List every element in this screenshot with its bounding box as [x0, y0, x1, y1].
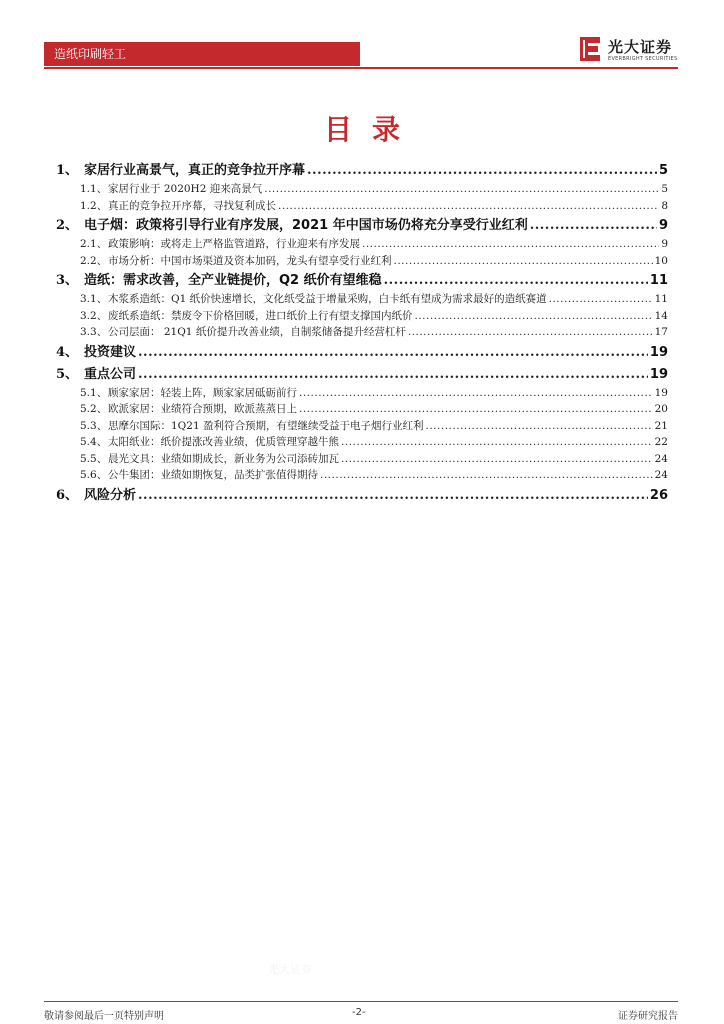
- toc-number: 5、: [56, 366, 79, 382]
- toc-label: 公司层面： 21Q1 纸价提升改善业绩，自制浆储备提升经营杠杆: [108, 326, 406, 338]
- toc-label: 太阳纸业：纸价提涨改善业绩，优质管理穿越牛熊: [108, 436, 339, 448]
- toc-leader-dots: [362, 238, 659, 250]
- toc-page-number: 11: [649, 273, 668, 288]
- toc-section[interactable]: [56, 484, 668, 506]
- toc-number: 5.5、: [80, 452, 108, 465]
- toc-leader-dots: [299, 403, 653, 415]
- toc-leader-dots: [264, 183, 659, 195]
- toc-leader-dots: [341, 436, 653, 448]
- toc-subsection[interactable]: [56, 198, 668, 215]
- toc-page-number: 11: [654, 293, 668, 305]
- toc-number: 3.3、: [80, 326, 108, 338]
- toc-page-number: 5: [658, 163, 668, 178]
- toc-leader-dots: [426, 420, 653, 432]
- toc-title: 目录: [323, 113, 420, 146]
- toc-leader-dots: [138, 488, 648, 503]
- toc-label: 风险分析: [84, 487, 137, 503]
- toc-leader-dots: [299, 387, 653, 399]
- toc-section[interactable]: [56, 269, 668, 291]
- toc-leader-dots: [408, 326, 653, 338]
- toc-label: 废纸系造纸：禁废令下价格回暖，进口纸价上行有望支撑国内纸价: [108, 309, 413, 322]
- page-number: -2-: [352, 1007, 366, 1018]
- toc-label: 家居行业高景气，真正的竞争拉开序幕: [84, 163, 306, 178]
- toc-page-number: 21: [654, 419, 668, 432]
- toc-number: 2.2、: [80, 254, 108, 267]
- toc-number: 6、: [56, 487, 79, 503]
- toc-section[interactable]: [56, 363, 668, 385]
- watermark: 光大证券: [268, 963, 312, 976]
- toc-leader-dots: [320, 469, 653, 481]
- toc-number: 5.4、: [80, 436, 108, 448]
- toc-page-number: 17: [654, 326, 668, 338]
- toc-leader-dots: [394, 255, 653, 267]
- toc-label: 公牛集团：业绩如期恢复，品类扩张值得期待: [108, 469, 318, 481]
- toc-subsection[interactable]: [56, 434, 668, 451]
- toc-page-number: 24: [654, 469, 668, 481]
- toc-number: 4、: [56, 344, 79, 360]
- header-rule: [44, 67, 678, 69]
- toc-leader-dots: [530, 218, 657, 233]
- toc-page-number: 9: [658, 218, 668, 233]
- toc-subsection[interactable]: [56, 308, 668, 325]
- toc-page-number: 10: [654, 254, 668, 267]
- toc-number: 3.2、: [80, 309, 108, 322]
- toc-number: 2、: [56, 218, 79, 233]
- toc-number: 3.1、: [80, 293, 108, 305]
- toc-label: 顾家家居：轻装上阵，顾家家居砥砺前行: [108, 386, 297, 399]
- toc-subsection[interactable]: [56, 291, 668, 308]
- toc-subsection[interactable]: [56, 236, 668, 253]
- toc-label: 投资建议: [84, 344, 137, 360]
- toc-label: 木浆系造纸：Q1 纸价快速增长，文化纸受益于增量采购，白卡纸有望成为需求最好的造纸赛道: [108, 293, 547, 305]
- toc-page-number: 5: [661, 183, 668, 195]
- toc-page-number: 19: [649, 366, 668, 382]
- toc-subsection[interactable]: [56, 401, 668, 418]
- footer-disclaimer: 敬请参阅最后一页特别声明: [44, 1011, 164, 1022]
- toc-number: 5.1、: [80, 386, 108, 399]
- report-type: 证券研究报告: [618, 1011, 678, 1022]
- toc-subsection[interactable]: [56, 451, 668, 468]
- toc-section[interactable]: [56, 341, 668, 363]
- footer-rule: [44, 1001, 678, 1002]
- toc-leader-dots: [138, 345, 648, 360]
- toc-label: 真正的竞争拉开序幕，寻找复利成长: [108, 199, 276, 212]
- toc-number: 2.1、: [80, 238, 108, 250]
- toc-leader-dots: [549, 293, 653, 305]
- toc-label: 政策影响：或将走上严格监管道路，行业迎来有序发展: [108, 238, 360, 250]
- toc-label: 思摩尔国际：1Q21 盈利符合预期，有望继续受益于电子烟行业红利: [108, 419, 424, 432]
- toc-subsection[interactable]: [56, 385, 668, 402]
- toc-section[interactable]: [56, 214, 668, 236]
- toc-leader-dots: [278, 200, 659, 212]
- toc-number: 1、: [56, 163, 79, 178]
- toc-label: 晨光文具：业绩如期成长，新业务为公司添砖加瓦: [108, 452, 339, 465]
- toc-leader-dots: [384, 273, 648, 288]
- toc-page-number: 20: [654, 403, 668, 415]
- toc-label: 电子烟：政策将引导行业有序发展，2021 年中国市场仍将充分享受行业红利: [84, 218, 528, 233]
- toc-number: 5.2、: [80, 403, 108, 415]
- toc-number: 1.2、: [80, 199, 108, 212]
- toc-subsection[interactable]: [56, 418, 668, 435]
- toc-label: 造纸：需求改善，全产业链提价，Q2 纸价有望维稳: [84, 273, 382, 288]
- toc-label: 重点公司: [84, 366, 137, 382]
- toc-page-number: 24: [654, 452, 668, 465]
- toc-number: 5.3、: [80, 419, 108, 432]
- toc-leader-dots: [138, 367, 648, 382]
- toc-page-number: 26: [649, 487, 668, 503]
- toc-number: 1.1、: [80, 183, 108, 195]
- toc-section[interactable]: [56, 159, 668, 181]
- toc-label: 欧派家居：业绩符合预期，欧派蒸蒸日上: [108, 403, 297, 415]
- sector-tag: 造纸印刷轻工: [44, 42, 360, 66]
- toc-page-number: 14: [654, 309, 668, 322]
- brand-logo: [578, 34, 682, 66]
- toc-number: 3、: [56, 273, 79, 288]
- toc-subsection[interactable]: [56, 253, 668, 270]
- table-of-contents: [56, 159, 668, 506]
- toc-page-number: 22: [654, 436, 668, 448]
- toc-page-number: 8: [661, 199, 668, 212]
- toc-page-number: 19: [654, 386, 668, 399]
- toc-leader-dots: [307, 163, 657, 178]
- toc-page-number: 19: [649, 344, 668, 360]
- toc-subsection[interactable]: [56, 181, 668, 198]
- toc-label: 家居行业于 2020H2 迎来高景气: [108, 183, 263, 195]
- brand-name-en: EVERBRIGHT SECURITIES: [608, 56, 678, 62]
- toc-label: 市场分析：中国市场渠道及资本加码，龙头有望享受行业红利: [108, 254, 392, 267]
- toc-number: 5.6、: [80, 469, 108, 481]
- everbright-logo-icon: [578, 36, 602, 62]
- toc-subsection[interactable]: [56, 324, 668, 341]
- toc-subsection[interactable]: [56, 467, 668, 484]
- toc-leader-dots: [341, 453, 653, 465]
- brand-name-cn: 光大证券: [608, 38, 673, 56]
- toc-leader-dots: [415, 310, 653, 322]
- toc-page-number: 9: [661, 238, 668, 250]
